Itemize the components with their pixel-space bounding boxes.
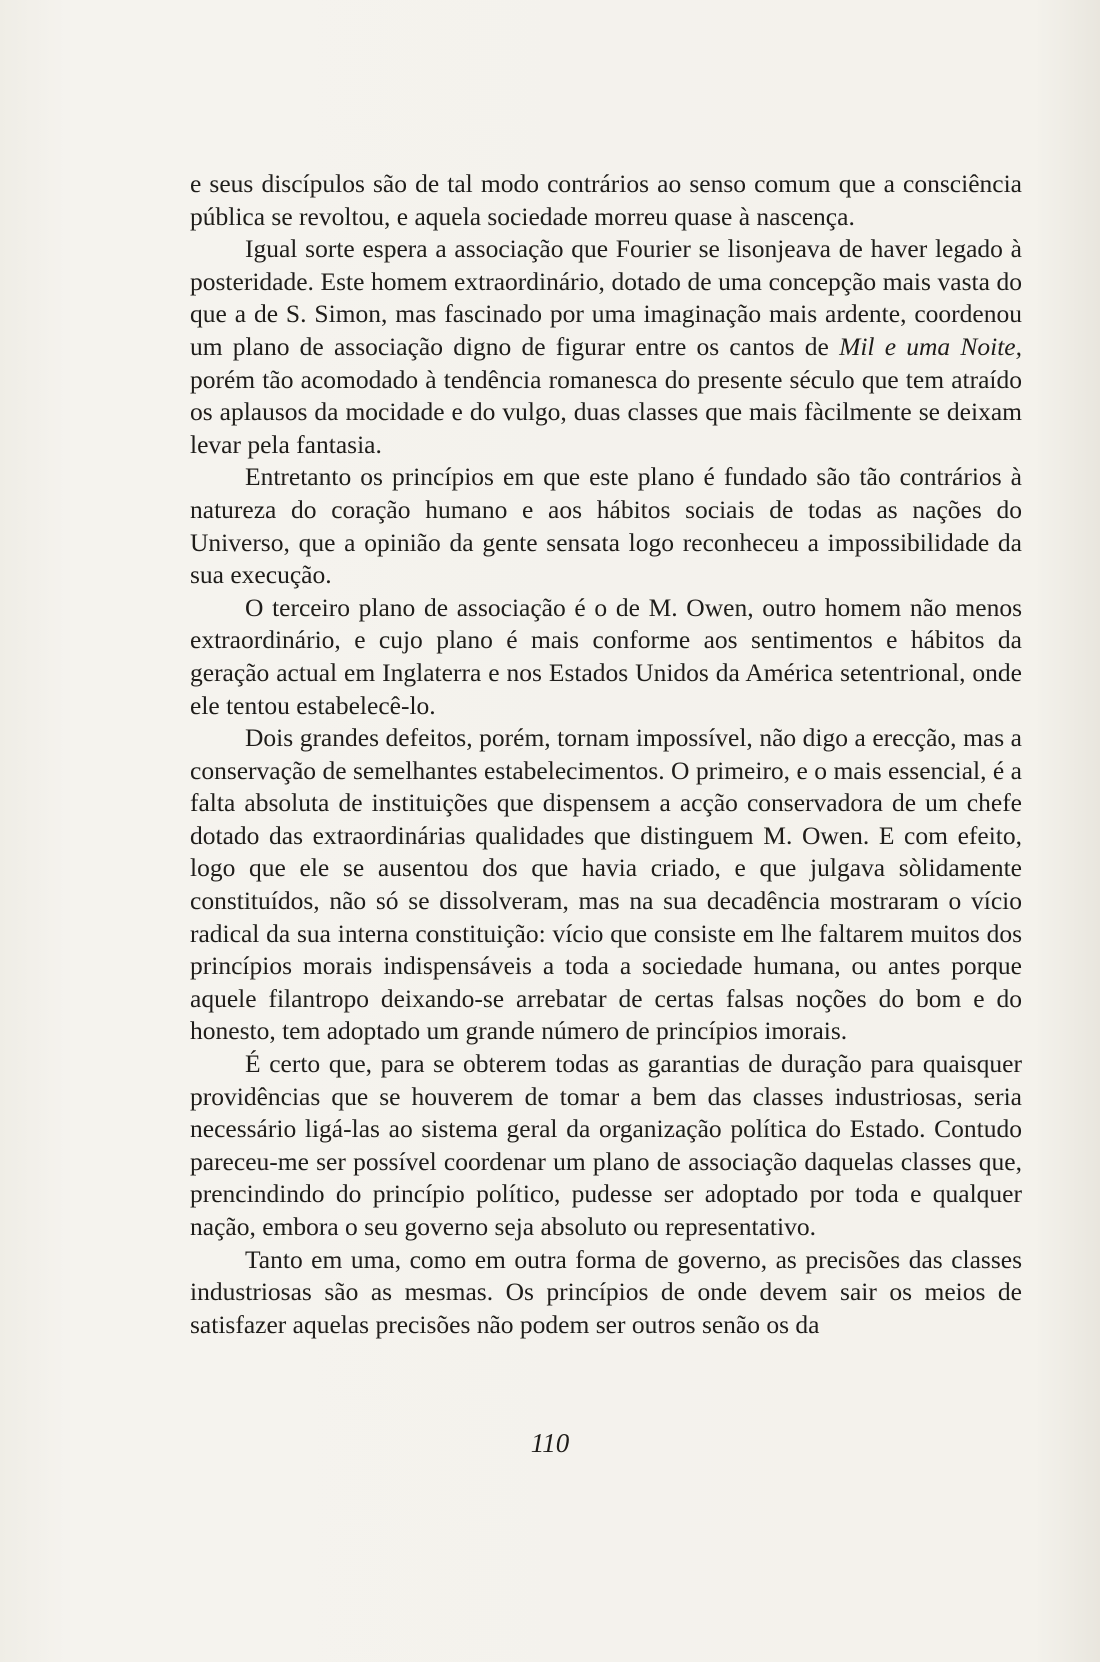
body-text [190, 168, 1022, 1341]
paragraph-7 [190, 1244, 1022, 1342]
paragraph-1-text: e seus discípulos são de tal modo contrários ao senso comum que a consciência pública se revoltou, e aquela sociedade morreu quase à nascença. [190, 169, 1022, 231]
paragraph-2 [190, 233, 1022, 461]
paragraph-2-text-a: Igual sorte espera a associação que Fourier se lisonjeava de haver legado à posteridade. Este homem extraordinário, dotado de uma concepção mais vasta do que a de S. Simon, mas fascinado por uma imaginação mais ardente, coordenou um plano de associação digno de figurar entre os cantos de [190, 234, 1022, 361]
paragraph-2-text-b: porém tão acomodado à tendência romanesca do presente século que tem atraído os aplausos da mocidade e do vulgo, duas classes que mais fàcilmente se deixam levar pela fantasia. [190, 364, 1022, 459]
paragraph-5 [190, 722, 1022, 1048]
paragraph-7-text: Tanto em uma, como em outra forma de governo, as precisões das classes industriosas são as mesmas. Os princípios de onde devem sair os meios de satisfazer aquelas precisões não podem ser outros senão os da [190, 1244, 1022, 1339]
paragraph-2-italic-title: Mil e uma Noite, [839, 331, 1022, 361]
paragraph-5-text: Dois grandes defeitos, porém, tornam impossível, não digo a erecção, mas a conservação de semelhantes estabelecimentos. O primeiro, e o mais essencial, é a falta absoluta de instituições que dispensem a acção conservadora de um chefe dotado das extraordinárias qualidades que distinguem M. Owen. E com efeito, logo que ele se ausentou dos que havia criado, e que julgava sòlidamente constituídos, não só se dissolveram, mas na sua decadência mostraram o vício radical da sua interna constituição: vício que consiste em lhe faltarem muitos dos princípios morais indispensáveis a toda a sociedade humana, ou antes porque aquele filantropo deixando-se arrebatar de certas falsas noções do bom e do honesto, tem adoptado um grande número de princípios imorais. [190, 723, 1022, 1046]
paragraph-6-text: É certo que, para se obterem todas as garantias de duração para quaisquer providências que se houverem de tomar a bem das classes industriosas, seria necessário ligá-las ao sistema geral da organização política do Estado. Contudo pareceu-me ser possível coordenar um plano de associação daquelas classes que, prencindindo do princípio político, pudesse ser adoptado por toda e qualquer nação, embora o seu governo seja absoluto ou representativo. [190, 1049, 1022, 1241]
paragraph-4-text: O terceiro plano de associação é o de M. Owen, outro homem não menos extraordinário, e cujo plano é mais conforme aos sentimentos e hábitos da geração actual em Inglaterra e nos Estados Unidos da América setentrional, onde ele tentou estabelecê-lo. [190, 592, 1022, 720]
paragraph-6 [190, 1048, 1022, 1244]
paragraph-1 [190, 168, 1022, 233]
paragraph-3 [190, 461, 1022, 591]
paragraph-4 [190, 592, 1022, 722]
page-number: 110 [530, 1428, 570, 1458]
paragraph-3-text: Entretanto os princípios em que este plano é fundado são tão contrários à natureza do coração humano e aos hábitos sociais de todas as nações do Universo, que a opinião da gente sensata logo reconheceu a impossibilidade da sua execução. [190, 462, 1022, 590]
